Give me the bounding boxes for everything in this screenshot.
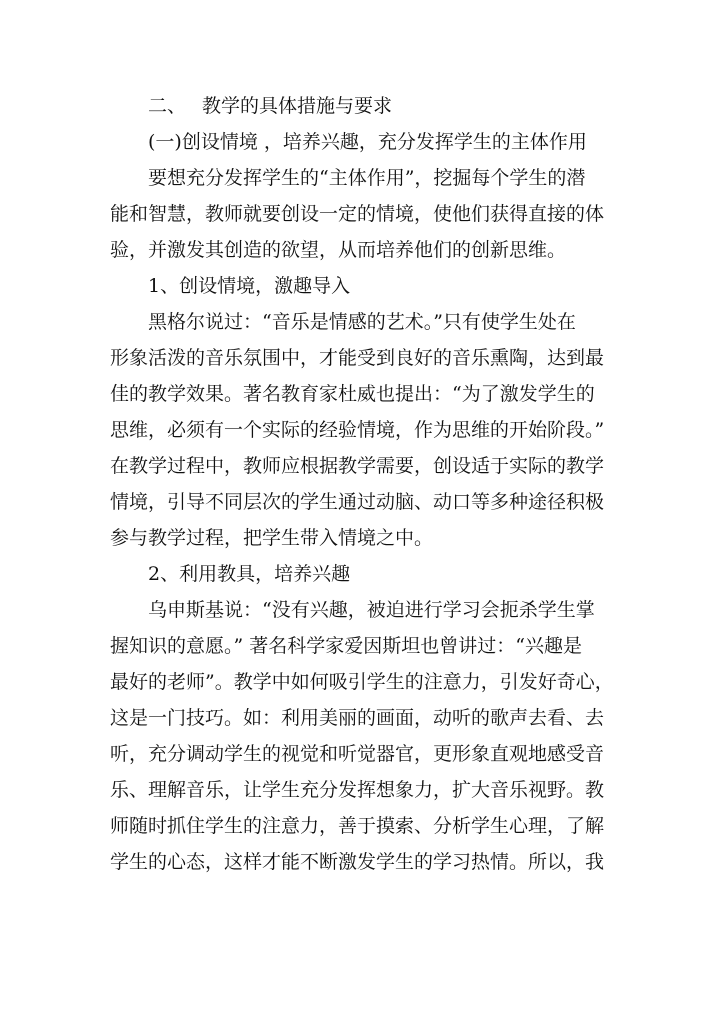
subheading: (一)创设情境 ，培养兴趣，充分发挥学生的主体作用 (148, 131, 587, 153)
item1-line: 黑格尔说过：“音乐是情感的艺术。”只有使学生处在 (148, 311, 576, 333)
document-body (110, 88, 614, 880)
item2-line: 最好的老师”。教学中如何吸引学生的注意力，引发好奇心， (110, 671, 614, 693)
item1-line: 形象活泼的音乐氛围中，才能受到良好的音乐熏陶，达到最 (110, 347, 605, 369)
intro-line: 验，并激发其创造的欲望，从而培养他们的创新思维。 (110, 239, 567, 261)
item1-line: 在教学过程中，教师应根据教学需要，创设适于实际的教学 (110, 455, 605, 477)
item2-line: 师随时抓住学生的注意力，善于摸索、分析学生心理，了解 (110, 815, 605, 837)
item1-line: 情境，引导不同层次的学生通过动脑、动口等多种途径积极 (110, 491, 605, 513)
item2-line: 听，充分调动学生的视觉和听觉器官，更形象直观地感受音 (110, 743, 605, 765)
intro-line: 能和智慧，教师就要创设一定的情境，使他们获得直接的体 (110, 203, 605, 225)
item1-line: 参与教学过程，把学生带入情境之中。 (110, 527, 434, 549)
item1-line: 佳的教学效果。著名教育家杜威也提出：“为了激发学生的 (110, 383, 595, 405)
item1-heading: 1、创设情境，激趣导入 (148, 275, 351, 297)
section-heading (110, 88, 610, 124)
section-number: 二、 (148, 95, 187, 117)
intro-line: 要想充分发挥学生的“主体作用”，挖掘每个学生的潜 (148, 167, 586, 189)
item2-line: 这是一门技巧。如：利用美丽的画面，动听的歌声去看、去 (110, 707, 605, 729)
item1-line: 思维，必须有一个实际的经验情境，作为思维的开始阶段。” (110, 419, 605, 441)
section-title: 教学的具体措施与要求 (202, 95, 393, 117)
item2-line: 学生的心态，这样才能不断激发学生的学习热情。所以，我 (110, 851, 605, 873)
item2-line: 握知识的意愿。” 著名科学家爱因斯坦也曾讲过：“兴趣是 (110, 635, 582, 657)
item2-heading: 2、利用教具，培养兴趣 (148, 563, 351, 585)
item2-line: 乌申斯基说：“没有兴趣，被迫进行学习会扼杀学生掌 (148, 599, 595, 621)
item2-line: 乐、理解音乐，让学生充分发挥想象力，扩大音乐视野。教 (110, 779, 605, 801)
